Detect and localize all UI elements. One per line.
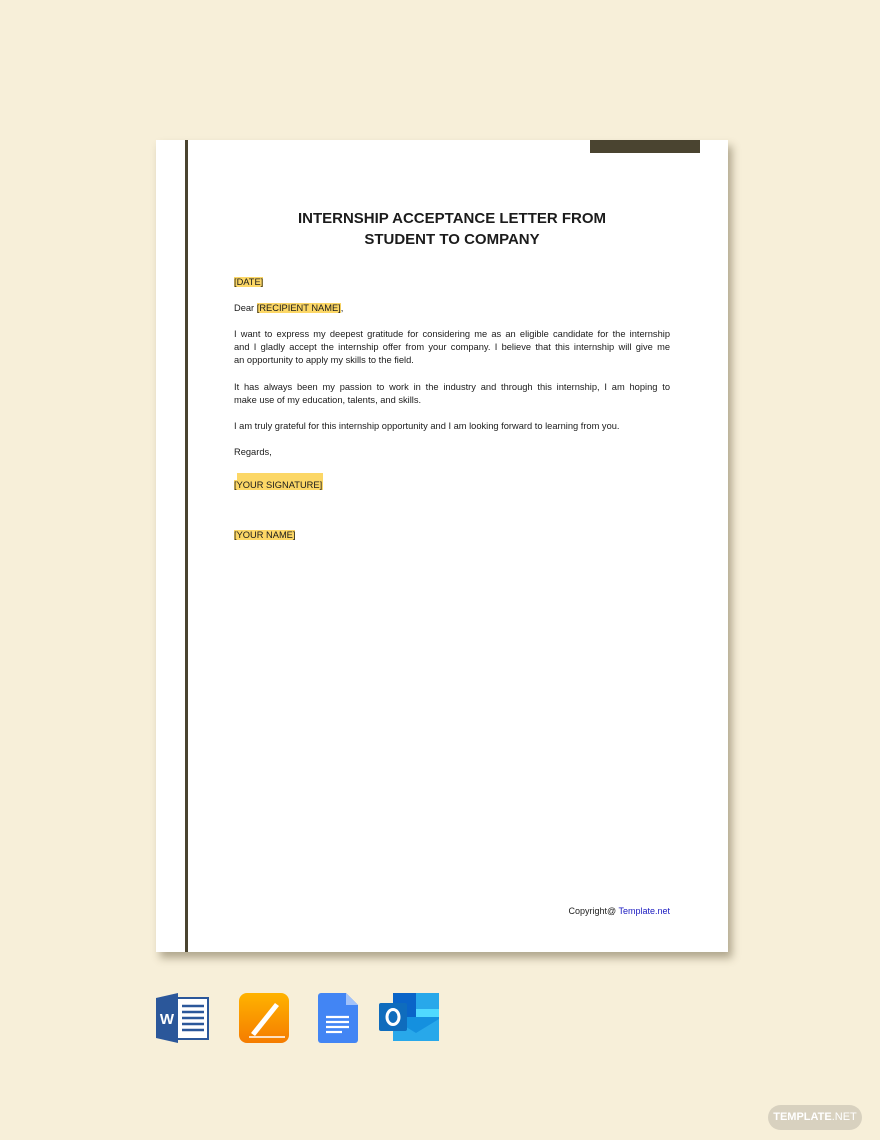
letter-title-line-1: INTERNSHIP ACCEPTANCE LETTER FROM (297, 210, 607, 227)
paragraph-1-line: and I gladly accept the internship offer from your company. I believe that this internship will give me (234, 342, 670, 352)
name-line (234, 530, 670, 540)
closing: Regards, (234, 447, 272, 457)
watermark-suffix: .NET (831, 1111, 857, 1123)
apple-pages-icon[interactable] (239, 993, 289, 1043)
template-net-link[interactable]: Template.net (618, 906, 670, 916)
salutation-prefix: Dear (234, 303, 257, 313)
template-net-watermark (768, 1105, 862, 1130)
svg-text:W: W (159, 1011, 175, 1028)
name-placeholder: [YOUR NAME] (234, 530, 296, 540)
letter-title-line-2: STUDENT TO COMPANY (364, 231, 540, 248)
salutation (234, 303, 670, 313)
date-placeholder: [DATE] (234, 277, 264, 287)
paragraph-1-line: an opportunity to apply my skills to the field. (234, 355, 414, 365)
signature-placeholder: [YOUR SIGNATURE] (234, 480, 323, 490)
copyright (568, 906, 670, 916)
google-docs-icon[interactable] (318, 993, 358, 1043)
recipient-placeholder: [RECIPIENT NAME] (256, 303, 341, 313)
left-accent-bar (185, 140, 188, 952)
copyright-text: Copyright@ (568, 906, 619, 916)
watermark-brand: TEMPLATE (773, 1111, 832, 1123)
outlook-icon[interactable] (379, 993, 439, 1043)
letter-page (156, 140, 728, 952)
top-accent-bar (590, 140, 700, 153)
signature-line (234, 480, 670, 490)
paragraph-3: I am truly grateful for this internship opportunity and I am looking forward to learning from you. (234, 421, 620, 431)
paragraph-2-line: It has always been my passion to work in the industry and through this internship, I am hoping to (234, 382, 670, 392)
date-line (234, 277, 670, 287)
paragraph-1-line: I want to express my deepest gratitude for considering me as an eligible candidate for the internship (234, 329, 670, 339)
microsoft-word-icon[interactable] (156, 993, 210, 1043)
paragraph-2-line: make use of my education, talents, and skills. (234, 395, 422, 405)
salutation-suffix: , (340, 303, 344, 313)
